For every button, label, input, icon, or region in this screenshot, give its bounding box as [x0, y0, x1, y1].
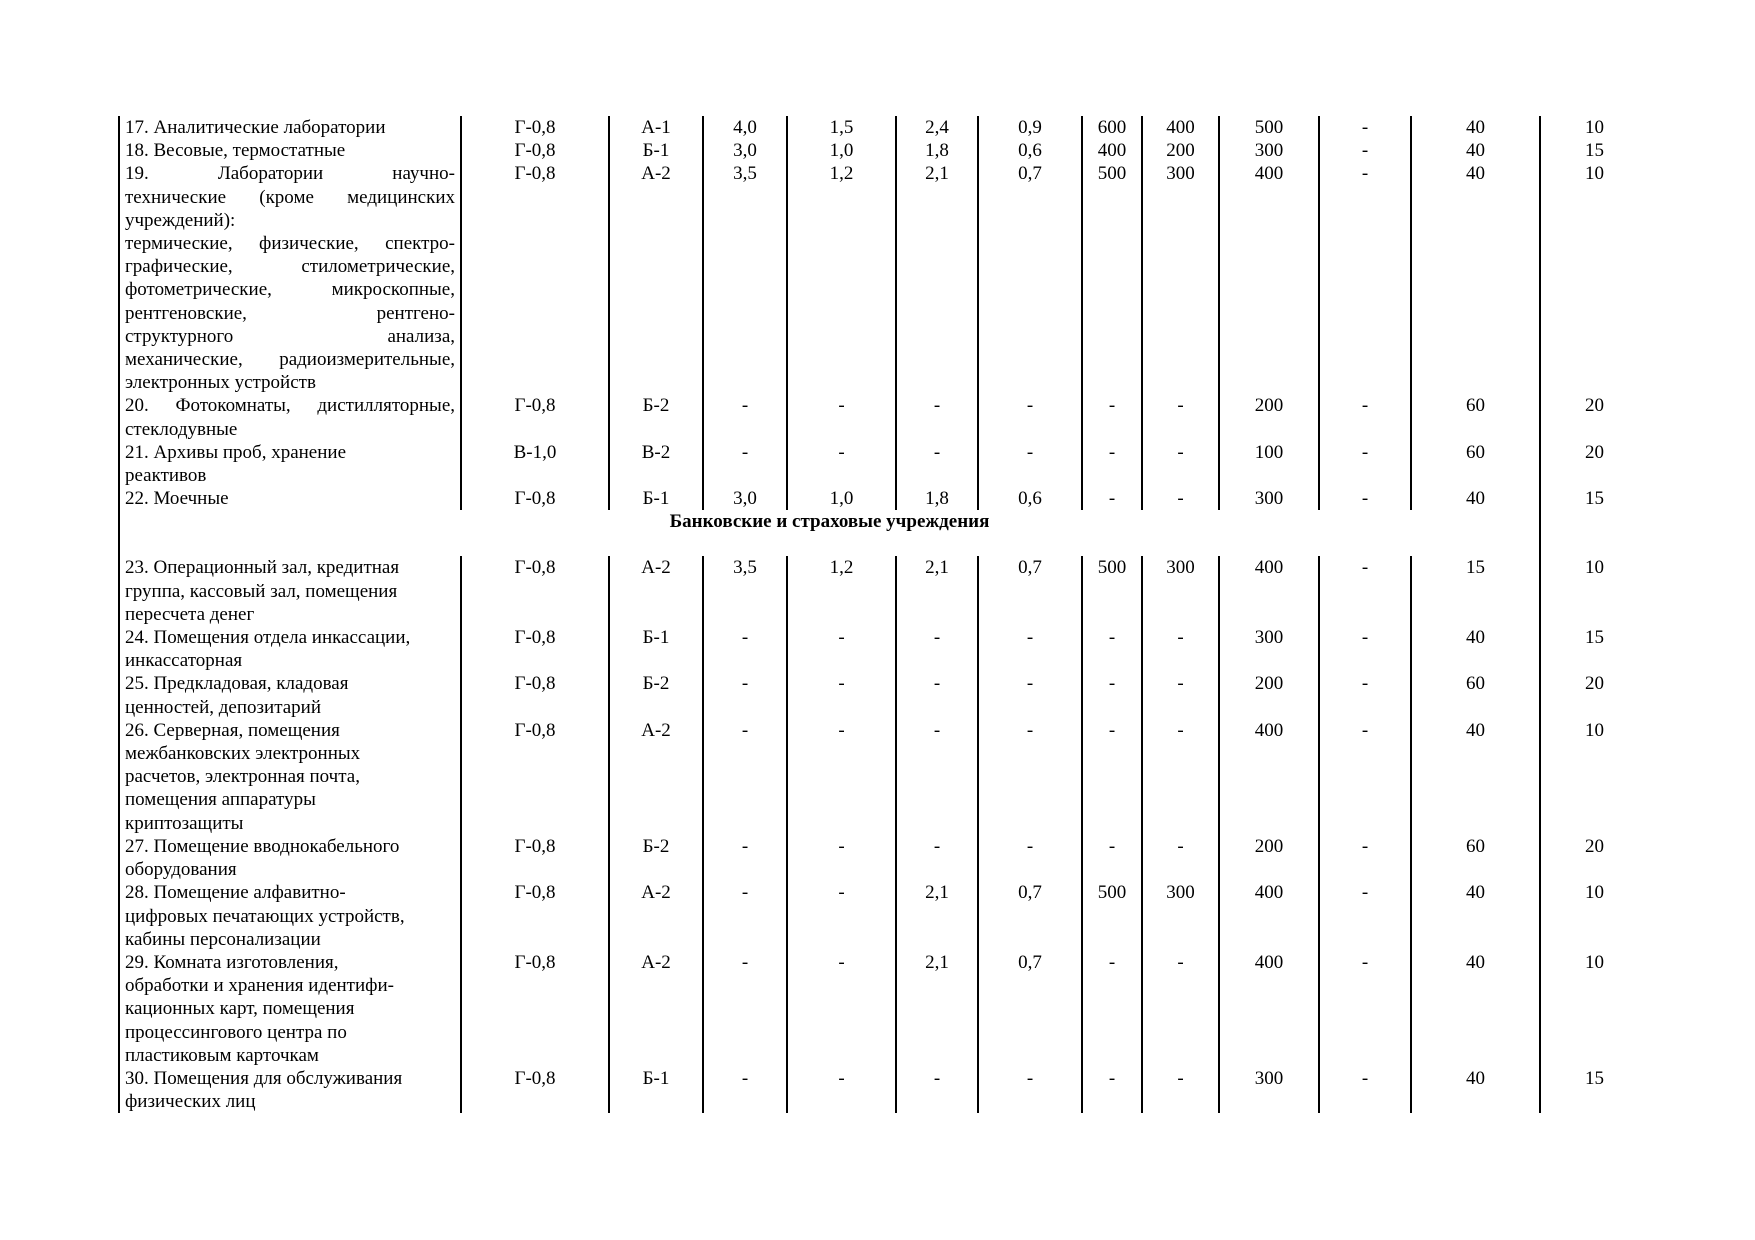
value-cell: - [896, 394, 978, 440]
section-title: Банковские и страховые учреждения [119, 510, 1540, 556]
value-cell: Б-1 [609, 487, 703, 510]
value-cell: 400 [1142, 116, 1219, 139]
value-cell: 500 [1219, 116, 1319, 139]
value-cell: 40 [1411, 626, 1540, 672]
table-row [119, 719, 1648, 835]
value-cell: Г-0,8 [461, 394, 609, 440]
value-cell: 400 [1219, 162, 1319, 394]
room-name-line: учреждений): [125, 209, 236, 231]
value-cell: 200 [1142, 139, 1219, 162]
room-name-line: физических лиц [125, 1091, 256, 1113]
value-cell: 600 [1082, 116, 1142, 139]
value-cell: А-1 [609, 116, 703, 139]
value-cell: 15 [1540, 487, 1648, 510]
value-cell: 1,0 [787, 487, 896, 510]
value-cell: 2,1 [896, 881, 978, 951]
value-cell: - [1319, 719, 1411, 835]
value-cell: 10 [1540, 881, 1648, 951]
value-cell: 15 [1540, 1067, 1648, 1113]
value-cell: - [703, 394, 787, 440]
room-name-line: 20. Фотокомнаты, дистилляторные, [125, 395, 455, 417]
value-cell: 10 [1540, 162, 1648, 394]
value-cell: 40 [1411, 881, 1540, 951]
value-cell: - [1082, 1067, 1142, 1113]
value-cell: Б-2 [609, 394, 703, 440]
value-cell: - [1082, 626, 1142, 672]
value-cell: - [1082, 719, 1142, 835]
value-cell: 1,8 [896, 487, 978, 510]
value-cell: 300 [1142, 162, 1219, 394]
value-cell: Г-0,8 [461, 626, 609, 672]
value-cell: 2,1 [896, 951, 978, 1067]
table-group-laboratories [119, 116, 1648, 510]
room-name-line: 17. Аналитические лаборатории [125, 117, 386, 138]
room-name-cell [119, 487, 461, 510]
value-cell: - [1082, 835, 1142, 881]
value-cell: Г-0,8 [461, 951, 609, 1067]
room-name-line: 26. Серверная, помещения [125, 719, 340, 741]
room-name-line: технические (кроме медицинских [125, 186, 455, 208]
value-cell: 1,8 [896, 139, 978, 162]
room-name-line: расчетов, электронная почта, [125, 766, 360, 788]
room-name-line: группа, кассовый зал, помещения [125, 580, 398, 602]
value-cell: - [978, 441, 1082, 487]
table-row [119, 394, 1648, 440]
value-cell: 15 [1540, 139, 1648, 162]
value-cell: - [787, 441, 896, 487]
value-cell: 0,7 [978, 556, 1082, 626]
value-cell: 4,0 [703, 116, 787, 139]
table-row [119, 672, 1648, 718]
room-name-cell [119, 1067, 461, 1113]
value-cell: 0,9 [978, 116, 1082, 139]
value-cell: - [787, 951, 896, 1067]
value-cell: 200 [1219, 394, 1319, 440]
value-cell: 40 [1411, 1067, 1540, 1113]
value-cell: - [787, 626, 896, 672]
value-cell: - [978, 394, 1082, 440]
value-cell: - [978, 1067, 1082, 1113]
value-cell: 3,0 [703, 139, 787, 162]
table-row [119, 441, 1648, 487]
value-cell: - [1082, 394, 1142, 440]
value-cell: 1,2 [787, 556, 896, 626]
value-cell: 2,1 [896, 162, 978, 394]
table-row [119, 835, 1648, 881]
value-cell: А-2 [609, 556, 703, 626]
value-cell: - [1142, 672, 1219, 718]
room-name-line: 19. Лаборатории научно- [125, 163, 455, 185]
value-cell: Г-0,8 [461, 719, 609, 835]
value-cell: В-2 [609, 441, 703, 487]
value-cell: 60 [1411, 394, 1540, 440]
value-cell: 2,4 [896, 116, 978, 139]
value-cell: 40 [1411, 116, 1540, 139]
value-cell: 400 [1219, 556, 1319, 626]
value-cell: - [1082, 487, 1142, 510]
value-cell: - [978, 672, 1082, 718]
value-cell: Б-2 [609, 672, 703, 718]
value-cell: 60 [1411, 441, 1540, 487]
value-cell: - [1319, 881, 1411, 951]
value-cell: - [1319, 626, 1411, 672]
value-cell: - [1142, 394, 1219, 440]
value-cell: Г-0,8 [461, 116, 609, 139]
room-name-line: обработки и хранения идентифи- [125, 975, 394, 997]
room-name-cell [119, 626, 461, 672]
value-cell: А-2 [609, 881, 703, 951]
room-name-line: помещения аппаратуры [125, 789, 316, 811]
value-cell: - [896, 835, 978, 881]
value-cell: 0,7 [978, 951, 1082, 1067]
value-cell: А-2 [609, 951, 703, 1067]
value-cell: - [1142, 1067, 1219, 1113]
table-row [119, 162, 1648, 394]
value-cell: Г-0,8 [461, 556, 609, 626]
value-cell: - [1319, 1067, 1411, 1113]
room-name-line: пластиковым карточкам [125, 1044, 319, 1066]
value-cell: 20 [1540, 672, 1648, 718]
room-name-line: кабины персонализации [125, 928, 321, 950]
value-cell: Г-0,8 [461, 139, 609, 162]
room-name-line: 28. Помещение алфавитно- [125, 882, 346, 904]
value-cell: - [787, 881, 896, 951]
value-cell: - [787, 672, 896, 718]
value-cell: 40 [1411, 139, 1540, 162]
room-name-cell [119, 951, 461, 1067]
value-cell: Г-0,8 [461, 881, 609, 951]
value-cell: Б-1 [609, 626, 703, 672]
value-cell: - [1082, 672, 1142, 718]
value-cell: 40 [1411, 162, 1540, 394]
value-cell: 40 [1411, 951, 1540, 1067]
value-cell: - [1319, 139, 1411, 162]
room-name-line: 30. Помещения для обслуживания [125, 1067, 403, 1089]
value-cell: 200 [1219, 672, 1319, 718]
value-cell: - [896, 1067, 978, 1113]
value-cell: 100 [1219, 441, 1319, 487]
value-cell: Г-0,8 [461, 162, 609, 394]
value-cell: - [1319, 394, 1411, 440]
value-cell: - [1082, 441, 1142, 487]
value-cell: 500 [1082, 556, 1142, 626]
table-row [119, 951, 1648, 1067]
value-cell: 40 [1411, 719, 1540, 835]
value-cell: 400 [1219, 951, 1319, 1067]
room-name-cell [119, 835, 461, 881]
value-cell: Г-0,8 [461, 1067, 609, 1113]
value-cell: - [703, 719, 787, 835]
room-name-cell [119, 394, 461, 440]
table-row [119, 881, 1648, 951]
value-cell: Г-0,8 [461, 835, 609, 881]
value-cell: - [1319, 556, 1411, 626]
value-cell: - [1319, 162, 1411, 394]
value-cell: - [787, 1067, 896, 1113]
value-cell: 3,5 [703, 556, 787, 626]
lighting-norms-table [118, 116, 1648, 1113]
room-name-line: пересчета денег [125, 603, 255, 625]
table-row [119, 487, 1648, 510]
value-cell: - [1142, 951, 1219, 1067]
table-row [119, 556, 1648, 626]
table-row [119, 139, 1648, 162]
value-cell: 300 [1219, 487, 1319, 510]
table-row [119, 626, 1648, 672]
value-cell: 3,0 [703, 487, 787, 510]
section-header-row [119, 510, 1648, 556]
room-name-line: структурного анализа, [125, 325, 455, 347]
room-name-line: рентгеновские, рентгено- [125, 302, 455, 324]
room-name-line: 18. Весовые, термостатные [125, 140, 346, 162]
room-name-line: 21. Архивы проб, хранение [125, 441, 347, 463]
value-cell: - [1319, 487, 1411, 510]
value-cell: 10 [1540, 116, 1648, 139]
room-name-line: термические, физические, спектро- [125, 233, 455, 255]
value-cell: 40 [1411, 487, 1540, 510]
room-name-line: ценностей, депозитарий [125, 696, 321, 718]
value-cell: 1,5 [787, 116, 896, 139]
room-name-cell [119, 881, 461, 951]
value-cell: 300 [1219, 139, 1319, 162]
room-name-line: оборудования [125, 859, 237, 881]
value-cell: - [703, 881, 787, 951]
value-cell: 300 [1219, 1067, 1319, 1113]
value-cell: 400 [1082, 139, 1142, 162]
value-cell: - [703, 1067, 787, 1113]
room-name-line: 27. Помещение вводнокабельного [125, 835, 400, 857]
value-cell: Б-1 [609, 139, 703, 162]
value-cell: - [1142, 487, 1219, 510]
room-name-cell [119, 556, 461, 626]
value-cell: 1,2 [787, 162, 896, 394]
value-cell: 300 [1142, 881, 1219, 951]
room-name-line: процессингового центра по [125, 1021, 347, 1043]
value-cell: А-2 [609, 719, 703, 835]
value-cell: - [1142, 626, 1219, 672]
value-cell: 60 [1411, 672, 1540, 718]
value-cell: - [703, 672, 787, 718]
value-cell: - [787, 835, 896, 881]
room-name-line: криптозащиты [125, 812, 244, 834]
value-cell: - [703, 441, 787, 487]
value-cell: - [1319, 441, 1411, 487]
value-cell: 300 [1219, 626, 1319, 672]
value-cell: - [787, 394, 896, 440]
value-cell: - [703, 835, 787, 881]
value-cell: 0,7 [978, 881, 1082, 951]
room-name-line: 23. Операционный зал, кредитная [125, 557, 400, 579]
room-name-line: цифровых печатающих устройств, [125, 905, 405, 927]
value-cell: 10 [1540, 719, 1648, 835]
value-cell: 500 [1082, 881, 1142, 951]
value-cell: В-1,0 [461, 441, 609, 487]
value-cell: - [787, 719, 896, 835]
value-cell: 1,0 [787, 139, 896, 162]
table-group-banking [119, 556, 1648, 1113]
room-name-line: кационных карт, помещения [125, 998, 355, 1020]
room-name-line: фотометрические, микроскопные, [125, 279, 455, 301]
room-name-line: 29. Комната изготовления, [125, 951, 339, 973]
table-row [119, 1067, 1648, 1113]
value-cell: 20 [1540, 835, 1648, 881]
room-name-line: инкассаторная [125, 650, 243, 672]
table-row [119, 116, 1648, 139]
value-cell: - [703, 951, 787, 1067]
value-cell: 60 [1411, 835, 1540, 881]
value-cell: - [1082, 951, 1142, 1067]
value-cell: 15 [1411, 556, 1540, 626]
value-cell: 15 [1540, 626, 1648, 672]
value-cell: 10 [1540, 951, 1648, 1067]
value-cell: - [978, 626, 1082, 672]
value-cell: 0,7 [978, 162, 1082, 394]
room-name-line: межбанковских электронных [125, 743, 361, 765]
value-cell: А-2 [609, 162, 703, 394]
value-cell: 10 [1540, 556, 1648, 626]
room-name-cell [119, 162, 461, 394]
value-cell: - [896, 626, 978, 672]
value-cell: 20 [1540, 441, 1648, 487]
value-cell: Г-0,8 [461, 672, 609, 718]
value-cell: 3,5 [703, 162, 787, 394]
value-cell: - [896, 719, 978, 835]
value-cell: - [1319, 116, 1411, 139]
value-cell: - [1319, 672, 1411, 718]
value-cell: - [1142, 441, 1219, 487]
value-cell: 0,6 [978, 487, 1082, 510]
value-cell: - [703, 626, 787, 672]
room-name-line: 22. Моечные [125, 488, 229, 510]
value-cell: 0,6 [978, 139, 1082, 162]
value-cell: 400 [1219, 881, 1319, 951]
value-cell: - [1319, 951, 1411, 1067]
room-name-line: электронных устройств [125, 372, 316, 394]
room-name-line: реактивов [125, 465, 207, 487]
room-name-cell [119, 139, 461, 162]
value-cell: - [1319, 835, 1411, 881]
value-cell: 500 [1082, 162, 1142, 394]
value-cell: Г-0,8 [461, 487, 609, 510]
value-cell: 200 [1219, 835, 1319, 881]
value-cell: - [896, 441, 978, 487]
table-section-banking [119, 510, 1648, 556]
value-cell: - [1142, 719, 1219, 835]
value-cell: 20 [1540, 394, 1648, 440]
room-name-line: графические, стилометрические, [125, 256, 455, 278]
room-name-line: 24. Помещения отдела инкассации, [125, 627, 411, 649]
value-cell: - [1142, 835, 1219, 881]
value-cell: Б-2 [609, 835, 703, 881]
value-cell: Б-1 [609, 1067, 703, 1113]
value-cell: 2,1 [896, 556, 978, 626]
room-name-cell [119, 116, 461, 139]
value-cell: - [978, 719, 1082, 835]
room-name-line: 25. Предкладовая, кладовая [125, 673, 349, 695]
room-name-cell [119, 672, 461, 718]
room-name-line: механические, радиоизмерительные, [125, 349, 455, 371]
room-name-line: стеклодувные [125, 418, 238, 440]
value-cell: - [896, 672, 978, 718]
value-cell: - [978, 835, 1082, 881]
value-cell: 300 [1142, 556, 1219, 626]
room-name-cell [119, 719, 461, 835]
value-cell: 400 [1219, 719, 1319, 835]
room-name-cell [119, 441, 461, 487]
